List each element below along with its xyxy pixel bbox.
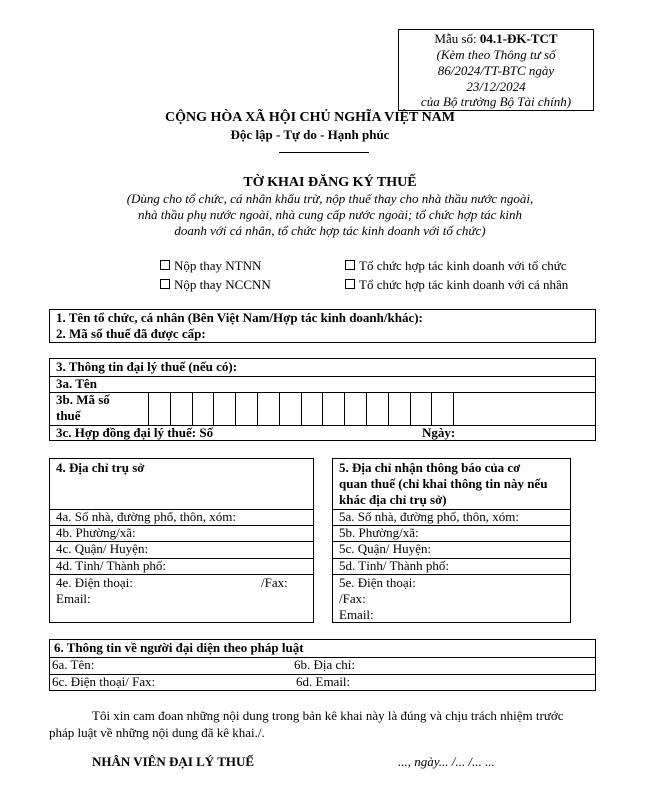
tax-code-cell-divider [410, 392, 411, 425]
tax-code-cell-divider [257, 392, 258, 425]
tax-code-cell-divider [279, 392, 280, 425]
divider [50, 376, 595, 377]
declaration-line-1: Tôi xin cam đoan những nội dung trong bản kê khai này là đúng và chịu trách nhiệm trước [92, 708, 564, 723]
section-2-label: 2. Mã số thuế đã được cấp: [56, 326, 206, 341]
section-3-title: 3. Thông tin đại lý thuế (nếu có): [56, 359, 238, 374]
section-5-title-1: 5. Địa chỉ nhận thông báo của cơ [339, 460, 521, 475]
option-nop-thay-ntnn[interactable]: Nộp thay NTNN [160, 258, 261, 274]
section-1-label: 1. Tên tổ chức, cá nhân (Bên Việt Nam/Hợp tác kinh doanh/khác): [56, 310, 423, 325]
tax-code-cell-divider [453, 392, 454, 425]
tax-code-cell-divider [170, 392, 171, 425]
hq-province-label: 4d. Tỉnh/ Thành phố: [56, 558, 167, 573]
form-code: Mẫu số: 04.1-ĐK-TCT [434, 31, 558, 46]
nation-motto: Độc lập - Tự do - Hạnh phúc [230, 127, 390, 142]
form-subtitle-2: nhà thầu phụ nước ngoài, nhà cung cấp nước ngoài; tổ chức hợp tác kinh [138, 207, 522, 222]
checkbox-icon[interactable] [160, 260, 170, 270]
tax-code-cell-divider [213, 392, 214, 425]
hq-street-label: 4a. Số nhà, đường phố, thôn, xóm: [56, 509, 237, 524]
form-subtitle-1: (Dùng cho tổ chức, cá nhân khấu trừ, nộp thuế thay cho nhà thầu nước ngoài, [126, 191, 534, 206]
hq-email-label: Email: [56, 591, 91, 606]
tax-code-cell-divider [148, 392, 149, 425]
section-1-box [49, 309, 596, 343]
section-5-title-2: quan thuế (chỉ khai thông tin này nếu [339, 476, 548, 491]
hq-phone-label: 4e. Điện thoại: [56, 575, 133, 590]
tax-code-cell-divider [322, 392, 323, 425]
tax-code-cell-divider [192, 392, 193, 425]
agent-tax-code-label-1: 3b. Mã số [56, 392, 110, 407]
agent-contract-label: 3c. Hợp đồng đại lý thuế: Số [56, 425, 214, 440]
section-5-box [332, 458, 571, 623]
rep-email-label: 6d. Email: [296, 674, 351, 689]
form-code-box [398, 29, 594, 111]
signer-title: NHÂN VIÊN ĐẠI LÝ THUẾ [92, 754, 255, 769]
declaration-line-2: pháp luật về những nội dung đã kê khai./. [49, 725, 265, 740]
form-subtitle-3: doanh với cá nhân, tổ chức hợp tác kinh doanh với tổ chức) [174, 223, 486, 238]
form-code-line3: 23/12/2024 [466, 79, 526, 94]
section-4-title: 4. Địa chỉ trụ sở [56, 460, 145, 475]
rep-name-label: 6a. Tên: [52, 657, 95, 672]
section-3-box [49, 358, 596, 441]
checkbox-icon[interactable] [345, 260, 355, 270]
notice-email-label: Email: [339, 607, 374, 622]
section-6-box [49, 639, 596, 691]
hq-district-label: 4c. Quận/ Huyện: [56, 541, 149, 556]
form-code-line1: (Kèm theo Thông tư số [436, 47, 556, 62]
tax-code-cell-divider [431, 392, 432, 425]
nation-title: CỘNG HÒA XÃ HỘI CHỦ NGHĨA VIỆT NAM [164, 110, 455, 125]
rep-address-label: 6b. Địa chỉ: [294, 657, 356, 672]
form-title: TỜ KHAI ĐĂNG KÝ THUẾ [243, 175, 417, 190]
rep-phone-label: 6c. Điện thoại/ Fax: [52, 674, 156, 689]
hq-ward-label: 4b. Phường/xã: [56, 525, 136, 540]
notice-ward-label: 5b. Phường/xã: [339, 525, 419, 540]
option-hop-tac-ca-nhan[interactable]: Tổ chức hợp tác kinh doanh với cá nhân [345, 277, 568, 293]
checkbox-icon[interactable] [345, 279, 355, 289]
section-6-title: 6. Thông tin về người đại diện theo pháp luật [54, 640, 304, 655]
option-hop-tac-to-chuc[interactable]: Tổ chức hợp tác kinh doanh với tổ chức [345, 258, 567, 274]
notice-phone-label: 5e. Điện thoại: [339, 575, 416, 590]
option-nop-thay-nccnn[interactable]: Nộp thay NCCNN [160, 277, 271, 293]
agent-name-label: 3a. Tên [56, 376, 97, 391]
tax-code-cell-divider [235, 392, 236, 425]
section-4-box [49, 458, 314, 623]
notice-fax-label: /Fax: [339, 591, 366, 606]
checkbox-icon[interactable] [160, 279, 170, 289]
tax-code-cell-divider [301, 392, 302, 425]
agent-contract-date-label: Ngày: [422, 425, 456, 440]
motto-underline [279, 152, 369, 153]
section-5-title-3: khác địa chỉ trụ sở) [339, 492, 447, 507]
tax-code-cell-divider [366, 392, 367, 425]
sign-date: ..., ngày... /... /... ... [398, 754, 495, 769]
notice-street-label: 5a. Số nhà, đường phố, thôn, xóm: [339, 509, 520, 524]
tax-code-cell-divider [388, 392, 389, 425]
notice-district-label: 5c. Quận/ Huyện: [339, 541, 432, 556]
form-code-line4: của Bộ trưởng Bộ Tài chính) [420, 94, 572, 109]
hq-fax-label: /Fax: [261, 575, 288, 590]
notice-province-label: 5d. Tỉnh/ Thành phố: [339, 558, 450, 573]
agent-tax-code-label-2: thuế [56, 408, 81, 423]
tax-code-cell-divider [344, 392, 345, 425]
form-code-line2: 86/2024/TT-BTC ngày [437, 63, 555, 78]
